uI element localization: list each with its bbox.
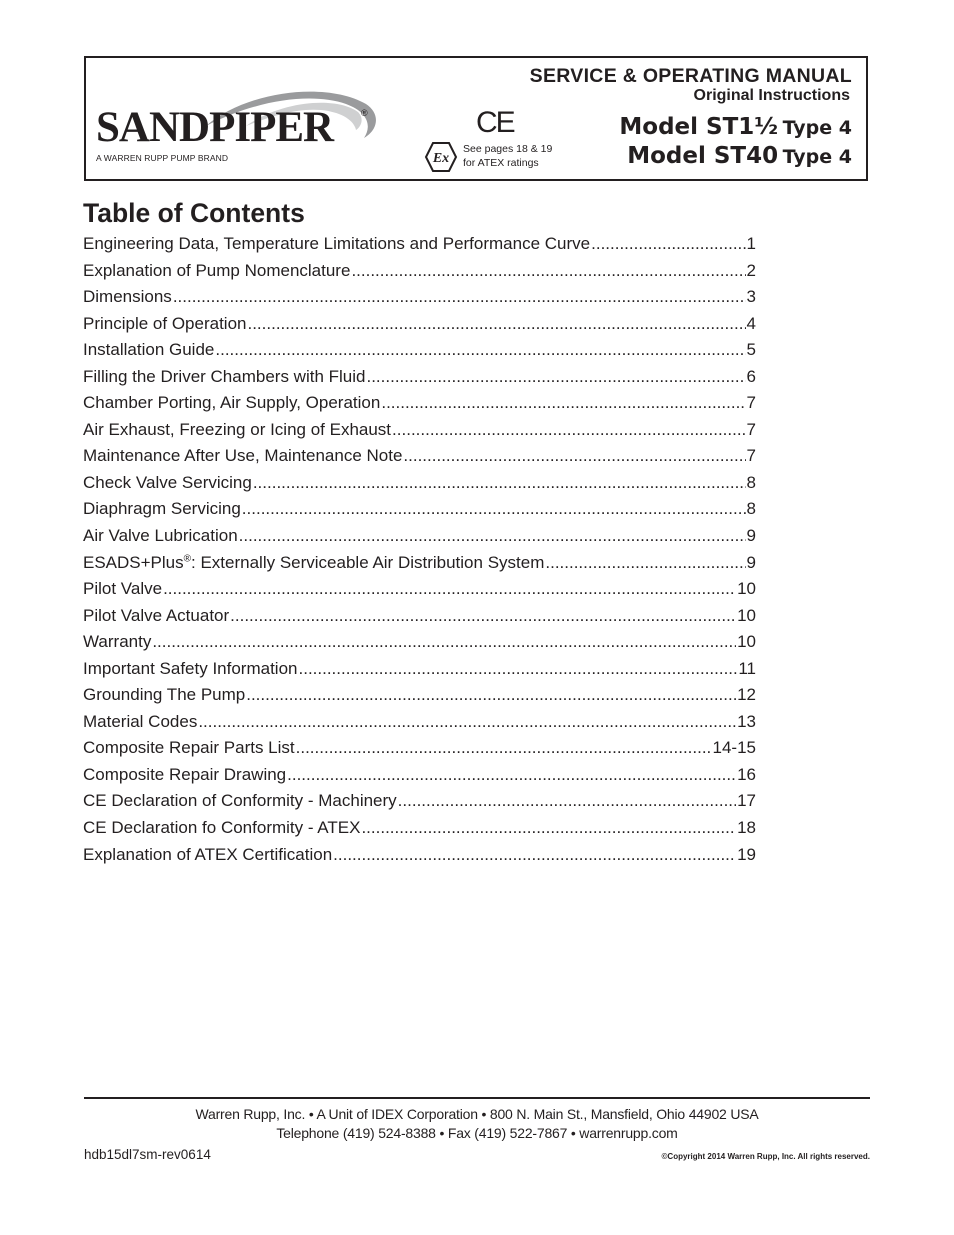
toc-entry (83, 420, 756, 447)
toc-entry (83, 393, 756, 420)
toc-entry-label: Important Safety Information (83, 658, 298, 678)
toc-entry-page: 14-15 (712, 738, 756, 758)
toc-entry (83, 314, 756, 341)
toc-entry (83, 367, 756, 394)
toc-entry-label: Pilot Valve Actuator (83, 605, 230, 625)
toc-entry-label: Diaphragm Servicing (83, 499, 241, 519)
toc-entry-label: Principle of Operation (83, 313, 247, 333)
model-type: Type 4 (782, 117, 852, 139)
manual-subtitle: Original Instructions (693, 87, 850, 104)
toc-entry (83, 606, 756, 633)
toc-entry-label: Maintenance After Use, Maintenance Note (83, 446, 403, 466)
document-code: hdb15dl7sm-rev0614 (84, 1147, 211, 1162)
toc-list (83, 234, 756, 871)
toc-entry-label: Check Valve Servicing (83, 472, 252, 492)
toc-entry-label: Explanation of ATEX Certification (83, 844, 333, 864)
toc-leader-dots (296, 738, 712, 758)
toc-entry-page: 6 (746, 366, 756, 386)
toc-leader-dots (247, 314, 745, 334)
toc-entry-page: 5 (746, 340, 756, 360)
toc-entry (83, 526, 756, 553)
toc-entry-label: Material Codes (83, 711, 198, 731)
copyright-notice: ©Copyright 2014 Warren Rupp, Inc. All rights reserved. (661, 1152, 870, 1161)
toc-entry-page: 10 (737, 605, 756, 625)
toc-entry (83, 712, 756, 739)
header-box (84, 56, 868, 181)
toc-entry (83, 845, 756, 872)
toc-leader-dots (152, 632, 736, 652)
toc-entry-page: 17 (737, 791, 756, 811)
toc-leader-dots (398, 791, 736, 811)
toc-entry-page: 11 (738, 658, 756, 678)
toc-entry-label: Composite Repair Parts List (83, 738, 295, 758)
model-name: Model ST40 (627, 143, 779, 169)
toc-entry-label: CE Declaration of Conformity - Machinery (83, 791, 397, 811)
atex-note (463, 142, 573, 170)
toc-entry (83, 659, 756, 686)
atex-note-line2: for ATEX ratings (463, 157, 539, 169)
toc-leader-dots (173, 287, 746, 307)
toc-entry (83, 287, 756, 314)
toc-entry (83, 473, 756, 500)
toc-entry-page: 4 (746, 313, 756, 333)
toc-entry (83, 818, 756, 845)
toc-entry-label: Chamber Porting, Air Supply, Operation (83, 393, 381, 413)
toc-entry-page: 19 (737, 844, 756, 864)
toc-entry-label: Warranty (83, 632, 152, 652)
toc-entry (83, 340, 756, 367)
toc-entry-page: 7 (746, 393, 756, 413)
toc-leader-dots (545, 553, 745, 573)
toc-entry-page: 13 (737, 711, 756, 731)
sandpiper-logo (96, 86, 376, 166)
toc-entry-label: Filling the Driver Chambers with Fluid (83, 366, 366, 386)
toc-entry-page: 16 (737, 764, 756, 784)
toc-entry-label: Composite Repair Drawing (83, 764, 287, 784)
toc-entry-label: Installation Guide (83, 340, 215, 360)
toc-title: Table of Contents (83, 198, 305, 228)
toc-entry-page: 8 (746, 499, 756, 519)
toc-leader-dots (333, 845, 736, 865)
toc-leader-dots (287, 765, 736, 785)
ce-mark-icon: CE (476, 106, 514, 139)
toc-entry (83, 579, 756, 606)
toc-leader-dots (381, 393, 745, 413)
toc-leader-dots (246, 685, 736, 705)
toc-entry-page: 10 (737, 632, 756, 652)
toc-entry-page: 7 (746, 446, 756, 466)
toc-entry-label: Air Valve Lubrication (83, 526, 238, 546)
model-heading-2 (627, 143, 852, 169)
toc-entry-label: ESADS+Plus®: Externally Serviceable Air Distribution System (83, 552, 545, 572)
toc-entry-page: 12 (737, 685, 756, 705)
model-name: Model ST1½ (619, 114, 779, 140)
model-type: Type 4 (782, 146, 852, 168)
toc-entry (83, 791, 756, 818)
toc-entry (83, 738, 756, 765)
toc-entry-page: 2 (746, 260, 756, 280)
toc-entry (83, 499, 756, 526)
model-heading-1 (619, 114, 852, 140)
toc-entry-label: Dimensions (83, 287, 172, 307)
footer-address: Warren Rupp, Inc. • A Unit of IDEX Corporation • 800 N. Main St., Mansfield, Ohio 44902 USA (195, 1106, 759, 1122)
toc-entry-label: Air Exhaust, Freezing or Icing of Exhaust (83, 419, 392, 439)
toc-entry (83, 261, 756, 288)
toc-entry-page: 7 (746, 419, 756, 439)
toc-entry-label: Pilot Valve (83, 579, 163, 599)
toc-entry-label: CE Declaration fo Conformity - ATEX (83, 818, 361, 838)
toc-leader-dots (299, 659, 738, 679)
toc-leader-dots (591, 234, 745, 254)
footer-divider (84, 1097, 870, 1099)
toc-entry (83, 765, 756, 792)
toc-entry-page: 18 (737, 818, 756, 838)
toc-entry-page: 8 (746, 472, 756, 492)
logo-registered-mark: ® (361, 108, 368, 118)
toc-leader-dots (351, 261, 745, 281)
toc-entry (83, 632, 756, 659)
toc-entry-page: 9 (746, 526, 756, 546)
toc-leader-dots (253, 473, 746, 493)
toc-entry (83, 446, 756, 473)
logo-tagline: A WARREN RUPP PUMP BRAND (96, 153, 229, 163)
toc-leader-dots (215, 340, 745, 360)
toc-leader-dots (403, 446, 745, 466)
toc-leader-dots (239, 526, 746, 546)
logo-wordmark: SANDPIPER (96, 104, 334, 151)
toc-leader-dots (366, 367, 745, 387)
footer-contact: Telephone (419) 524-8388 • Fax (419) 522-7867 • warrenrupp.com (276, 1125, 678, 1141)
toc-entry (83, 685, 756, 712)
toc-entry-label: Explanation of Pump Nomenclature (83, 260, 351, 280)
toc-leader-dots (163, 579, 736, 599)
toc-entry (83, 553, 756, 580)
toc-leader-dots (361, 818, 736, 838)
toc-entry-page: 1 (746, 234, 756, 253)
toc-entry-label: Grounding The Pump (83, 685, 246, 705)
toc-leader-dots (230, 606, 736, 626)
toc-entry-page: 3 (746, 287, 756, 307)
svg-text:Ex: Ex (432, 151, 450, 166)
toc-leader-dots (198, 712, 736, 732)
toc-entry-page: 10 (737, 579, 756, 599)
toc-leader-dots (392, 420, 745, 440)
atex-note-line1: See pages 18 & 19 (463, 143, 553, 155)
toc-leader-dots (242, 499, 746, 519)
toc-entry (83, 234, 756, 261)
toc-entry-label: Engineering Data, Temperature Limitations and Performance Curve (83, 234, 591, 253)
ex-atex-hexagon-icon (424, 141, 458, 173)
manual-title: SERVICE & OPERATING MANUAL (529, 65, 852, 87)
toc-entry-page: 9 (746, 552, 756, 572)
